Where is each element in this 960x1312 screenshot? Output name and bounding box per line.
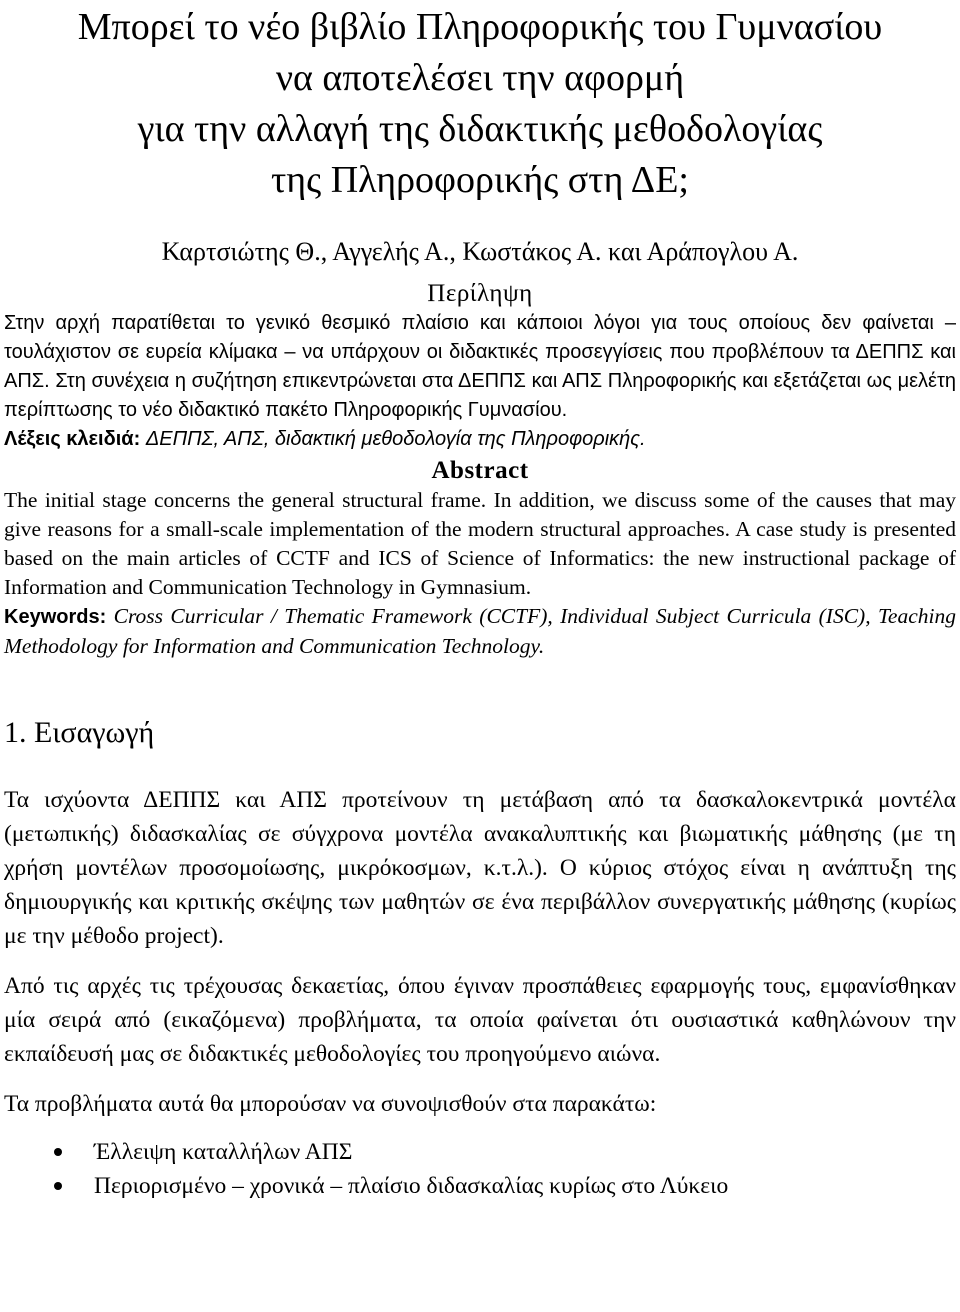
list-item [54, 1135, 956, 1169]
abstract-greek-heading: Περίληψη [427, 280, 533, 307]
list-item-text: Περιορισμένο – χρονικά – πλαίσιο διδασκαλίας κυρίως στο Λύκειο [94, 1173, 729, 1199]
keywords-greek-text: ΔΕΠΠΣ, ΑΠΣ, διδακτική μεθοδολογία της Πληροφορικής. [145, 428, 646, 450]
title-line: για την αλλαγή της διδακτικής μεθοδολογίας [137, 108, 823, 150]
keywords-english-label: Keywords: [4, 606, 107, 628]
bullet-icon [54, 1148, 62, 1156]
abstract-english-heading: Abstract [431, 457, 529, 484]
section-1-paragraph: Από τις αρχές τις τρέχουσας δεκαετίας, όπου έγιναν προσπάθειες εφαρμογής τους, εμφανίσθηκαν μία σειρά από (εικαζόμενα) προβλήματα, τα οποία φαίνεται ότι ουσιαστικά καθηλώνουν την εκπαίδευσή μας σε διδακτικές μεθοδολογίες του προηγούμενο αιώνα. [4, 973, 956, 1067]
keywords-english-text: Cross Curricular / Thematic Framework (CCTF), Individual Subject Curricula (ISC), Teaching Methodology for Information and Communication Technology. [4, 604, 956, 658]
authors: Καρτσιώτης Θ., Αγγελής Α., Κωστάκος Α. και Αράπογλου Α. [161, 237, 799, 266]
abstract-english [4, 456, 956, 661]
problems-list [4, 1135, 956, 1203]
paper-title [4, 0, 956, 206]
list-item-text: Έλλειψη καταλλήλων ΑΠΣ [94, 1139, 353, 1165]
keywords-english [4, 602, 956, 661]
section-1-paragraph: Τα ισχύοντα ΔΕΠΠΣ και ΑΠΣ προτείνουν τη μετάβαση από τα δασκαλοκεντρικά μοντέλα (μετωπικής) διδασκαλίας σε σύγχρονα μοντέλα ανακαλυπτικής και βιωματικής μάθησης (με τη χρήση μοντέλων προσομοίωσης, μικρόκοσμων, κ.τ.λ.). Ο κύριος στόχος είναι η ανάπτυξη της δημιουργικής και κριτικής σκέψης των μαθητών σε ένα περιβάλλον συνεργατικής μάθησης (κυρίως με την μέθοδο project). [4, 787, 956, 949]
section-1-title: 1. Εισαγωγή [4, 716, 155, 749]
section-1-paragraph: Τα προβλήματα αυτά θα μπορούσαν να συνοψισθούν στα παρακάτω: [4, 1091, 657, 1117]
title-line: της Πληροφορικής στη ΔΕ; [271, 159, 689, 201]
abstract-greek-text: Στην αρχή παρατίθεται το γενικό θεσμικό πλαίσιο και κάποιοι λόγοι για τους οποίους δεν φαίνεται – τουλάχιστον σε ευρεία κλίμακα – να υπάρχουν οι διδακτικές προσεγγίσεις που προβλέπουν τα ΔΕΠΠΣ και ΑΠΣ. Στη συνέχεια η συζήτηση επικεντρώνεται στα ΔΕΠΠΣ και ΑΠΣ Πληροφορικής και εξετάζεται ως μελέτη περίπτωσης το νέο διδακτικό πακέτο Πληροφορικής Γυμνασίου. [4, 312, 956, 421]
bullet-icon [54, 1182, 62, 1190]
abstract-english-text: The initial stage concerns the general structural frame. In addition, we discuss some of the causes that may give reasons for a small-scale implementation of the modern structural approaches. A case study is presented based on the main articles of CCTF and ICS of Science of Informatics: the new instructional package of Information and Communication Technology in Gymnasium. [4, 488, 956, 599]
list-item [54, 1169, 956, 1203]
keywords-greek-label: Λέξεις κλειδιά: [4, 428, 141, 450]
title-line: να αποτελέσει την αφορμή [275, 57, 685, 99]
title-line: Μπορεί το νέο βιβλίο Πληροφορικής του Γυμνασίου [77, 6, 883, 48]
keywords-greek [4, 425, 956, 454]
abstract-greek [4, 279, 956, 454]
